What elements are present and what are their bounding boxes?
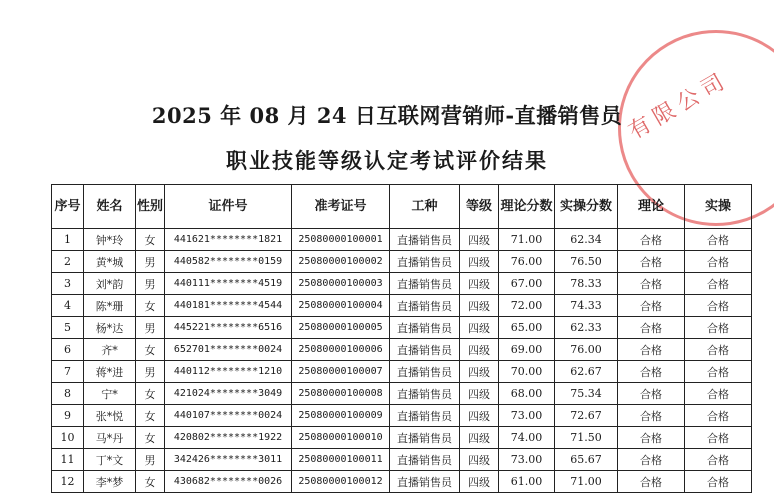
cell-practical-score: 65.67	[555, 449, 618, 471]
cell-level: 四级	[460, 449, 499, 471]
cell-exam-number: 25080000100004	[292, 295, 390, 317]
header-index: 序号	[52, 185, 84, 229]
header-level: 等级	[460, 185, 499, 229]
table-row	[52, 295, 752, 317]
cell-level: 四级	[460, 251, 499, 273]
cell-name: 马*丹	[84, 427, 136, 449]
cell-exam-number: 25080000100008	[292, 383, 390, 405]
cell-occupation: 直播销售员	[390, 273, 460, 295]
cell-theory-score: 68.00	[499, 383, 555, 405]
cell-gender: 女	[136, 471, 165, 493]
cell-gender: 男	[136, 317, 165, 339]
cell-level: 四级	[460, 317, 499, 339]
cell-name: 丁*文	[84, 449, 136, 471]
cell-practical-result: 合格	[685, 273, 752, 295]
cell-theory-result: 合格	[618, 229, 685, 251]
cell-practical-score: 76.00	[555, 339, 618, 361]
table-row	[52, 405, 752, 427]
cell-theory-result: 合格	[618, 427, 685, 449]
cell-practical-result: 合格	[685, 339, 752, 361]
cell-index: 3	[52, 273, 84, 295]
cell-theory-score: 67.00	[499, 273, 555, 295]
cell-name: 李*梦	[84, 471, 136, 493]
table-row	[52, 339, 752, 361]
cell-gender: 女	[136, 427, 165, 449]
cell-practical-score: 62.34	[555, 229, 618, 251]
cell-occupation: 直播销售员	[390, 405, 460, 427]
cell-level: 四级	[460, 295, 499, 317]
header-practical-result: 实操	[685, 185, 752, 229]
cell-name: 蒋*进	[84, 361, 136, 383]
cell-practical-result: 合格	[685, 383, 752, 405]
header-name: 姓名	[84, 185, 136, 229]
cell-id-number: 421024********3049	[165, 383, 292, 405]
cell-theory-result: 合格	[618, 251, 685, 273]
cell-theory-result: 合格	[618, 471, 685, 493]
cell-id-number: 440111********4519	[165, 273, 292, 295]
cell-id-number: 342426********3011	[165, 449, 292, 471]
cell-practical-score: 62.67	[555, 361, 618, 383]
cell-index: 4	[52, 295, 84, 317]
cell-gender: 女	[136, 405, 165, 427]
cell-occupation: 直播销售员	[390, 317, 460, 339]
cell-index: 8	[52, 383, 84, 405]
cell-exam-number: 25080000100011	[292, 449, 390, 471]
table-row	[52, 427, 752, 449]
header-practical-score: 实操分数	[555, 185, 618, 229]
cell-index: 7	[52, 361, 84, 383]
cell-practical-score: 71.50	[555, 427, 618, 449]
cell-index: 11	[52, 449, 84, 471]
cell-level: 四级	[460, 361, 499, 383]
cell-theory-result: 合格	[618, 317, 685, 339]
cell-id-number: 441621********1821	[165, 229, 292, 251]
cell-name: 杨*达	[84, 317, 136, 339]
cell-gender: 男	[136, 449, 165, 471]
cell-practical-score: 75.34	[555, 383, 618, 405]
cell-occupation: 直播销售员	[390, 251, 460, 273]
seal-text: 有限公司	[624, 67, 734, 145]
cell-theory-result: 合格	[618, 295, 685, 317]
cell-theory-result: 合格	[618, 449, 685, 471]
cell-level: 四级	[460, 273, 499, 295]
cell-gender: 男	[136, 361, 165, 383]
cell-exam-number: 25080000100002	[292, 251, 390, 273]
cell-theory-score: 70.00	[499, 361, 555, 383]
cell-id-number: 440181********4544	[165, 295, 292, 317]
cell-exam-number: 25080000100006	[292, 339, 390, 361]
cell-practical-score: 76.50	[555, 251, 618, 273]
cell-gender: 女	[136, 383, 165, 405]
cell-name: 钟*玲	[84, 229, 136, 251]
cell-gender: 男	[136, 273, 165, 295]
cell-occupation: 直播销售员	[390, 229, 460, 251]
cell-theory-score: 71.00	[499, 229, 555, 251]
cell-gender: 女	[136, 295, 165, 317]
cell-occupation: 直播销售员	[390, 471, 460, 493]
cell-gender: 女	[136, 229, 165, 251]
table-body	[52, 229, 752, 493]
header-theory-result: 理论	[618, 185, 685, 229]
table-row	[52, 229, 752, 251]
cell-occupation: 直播销售员	[390, 361, 460, 383]
cell-id-number: 430682********0026	[165, 471, 292, 493]
cell-theory-result: 合格	[618, 383, 685, 405]
cell-exam-number: 25080000100012	[292, 471, 390, 493]
cell-occupation: 直播销售员	[390, 449, 460, 471]
cell-index: 2	[52, 251, 84, 273]
cell-id-number: 440112********1210	[165, 361, 292, 383]
cell-level: 四级	[460, 405, 499, 427]
cell-occupation: 直播销售员	[390, 295, 460, 317]
cell-id-number: 420802********1922	[165, 427, 292, 449]
document-subtitle: 职业技能等级认定考试评价结果	[226, 148, 548, 173]
table-row	[52, 273, 752, 295]
table-header-row	[52, 185, 752, 229]
cell-theory-result: 合格	[618, 339, 685, 361]
cell-id-number: 440582********0159	[165, 251, 292, 273]
table-row	[52, 317, 752, 339]
cell-gender: 男	[136, 251, 165, 273]
cell-theory-score: 72.00	[499, 295, 555, 317]
cell-name: 刘*韵	[84, 273, 136, 295]
cell-name: 齐*	[84, 339, 136, 361]
cell-theory-score: 73.00	[499, 449, 555, 471]
cell-index: 12	[52, 471, 84, 493]
cell-practical-score: 72.67	[555, 405, 618, 427]
header-theory-score: 理论分数	[499, 185, 555, 229]
cell-practical-result: 合格	[685, 471, 752, 493]
cell-practical-score: 74.33	[555, 295, 618, 317]
cell-exam-number: 25080000100001	[292, 229, 390, 251]
cell-exam-number: 25080000100009	[292, 405, 390, 427]
cell-occupation: 直播销售员	[390, 339, 460, 361]
cell-theory-score: 69.00	[499, 339, 555, 361]
results-table	[51, 184, 752, 493]
cell-practical-result: 合格	[685, 361, 752, 383]
header-gender: 性别	[136, 185, 165, 229]
cell-exam-number: 25080000100007	[292, 361, 390, 383]
table-row	[52, 471, 752, 493]
document-title: 2025 年 08 月 24 日互联网营销师-直播销售员	[151, 103, 623, 128]
table-row	[52, 251, 752, 273]
cell-index: 1	[52, 229, 84, 251]
table-row	[52, 449, 752, 471]
cell-level: 四级	[460, 229, 499, 251]
cell-theory-score: 61.00	[499, 471, 555, 493]
cell-name: 宁*	[84, 383, 136, 405]
cell-level: 四级	[460, 339, 499, 361]
cell-practical-result: 合格	[685, 295, 752, 317]
cell-id-number: 440107********0024	[165, 405, 292, 427]
cell-practical-score: 71.00	[555, 471, 618, 493]
cell-theory-score: 65.00	[499, 317, 555, 339]
header-occupation: 工种	[390, 185, 460, 229]
cell-practical-result: 合格	[685, 229, 752, 251]
cell-theory-result: 合格	[618, 405, 685, 427]
cell-occupation: 直播销售员	[390, 383, 460, 405]
cell-occupation: 直播销售员	[390, 427, 460, 449]
header-exam-number: 准考证号	[292, 185, 390, 229]
cell-practical-score: 62.33	[555, 317, 618, 339]
header-id-number: 证件号	[165, 185, 292, 229]
cell-practical-result: 合格	[685, 317, 752, 339]
cell-index: 9	[52, 405, 84, 427]
cell-exam-number: 25080000100005	[292, 317, 390, 339]
cell-theory-score: 76.00	[499, 251, 555, 273]
cell-theory-result: 合格	[618, 361, 685, 383]
cell-theory-score: 74.00	[499, 427, 555, 449]
cell-name: 张*悦	[84, 405, 136, 427]
cell-index: 6	[52, 339, 84, 361]
cell-practical-result: 合格	[685, 427, 752, 449]
cell-level: 四级	[460, 383, 499, 405]
cell-exam-number: 25080000100010	[292, 427, 390, 449]
cell-name: 陈*珊	[84, 295, 136, 317]
cell-index: 10	[52, 427, 84, 449]
cell-practical-result: 合格	[685, 449, 752, 471]
cell-name: 黄*城	[84, 251, 136, 273]
table-row	[52, 361, 752, 383]
cell-gender: 女	[136, 339, 165, 361]
cell-theory-result: 合格	[618, 273, 685, 295]
cell-exam-number: 25080000100003	[292, 273, 390, 295]
cell-level: 四级	[460, 471, 499, 493]
cell-id-number: 445221********6516	[165, 317, 292, 339]
cell-level: 四级	[460, 427, 499, 449]
cell-practical-result: 合格	[685, 405, 752, 427]
table-row	[52, 383, 752, 405]
cell-id-number: 652701********0024	[165, 339, 292, 361]
cell-theory-score: 73.00	[499, 405, 555, 427]
cell-practical-score: 78.33	[555, 273, 618, 295]
cell-practical-result: 合格	[685, 251, 752, 273]
cell-index: 5	[52, 317, 84, 339]
